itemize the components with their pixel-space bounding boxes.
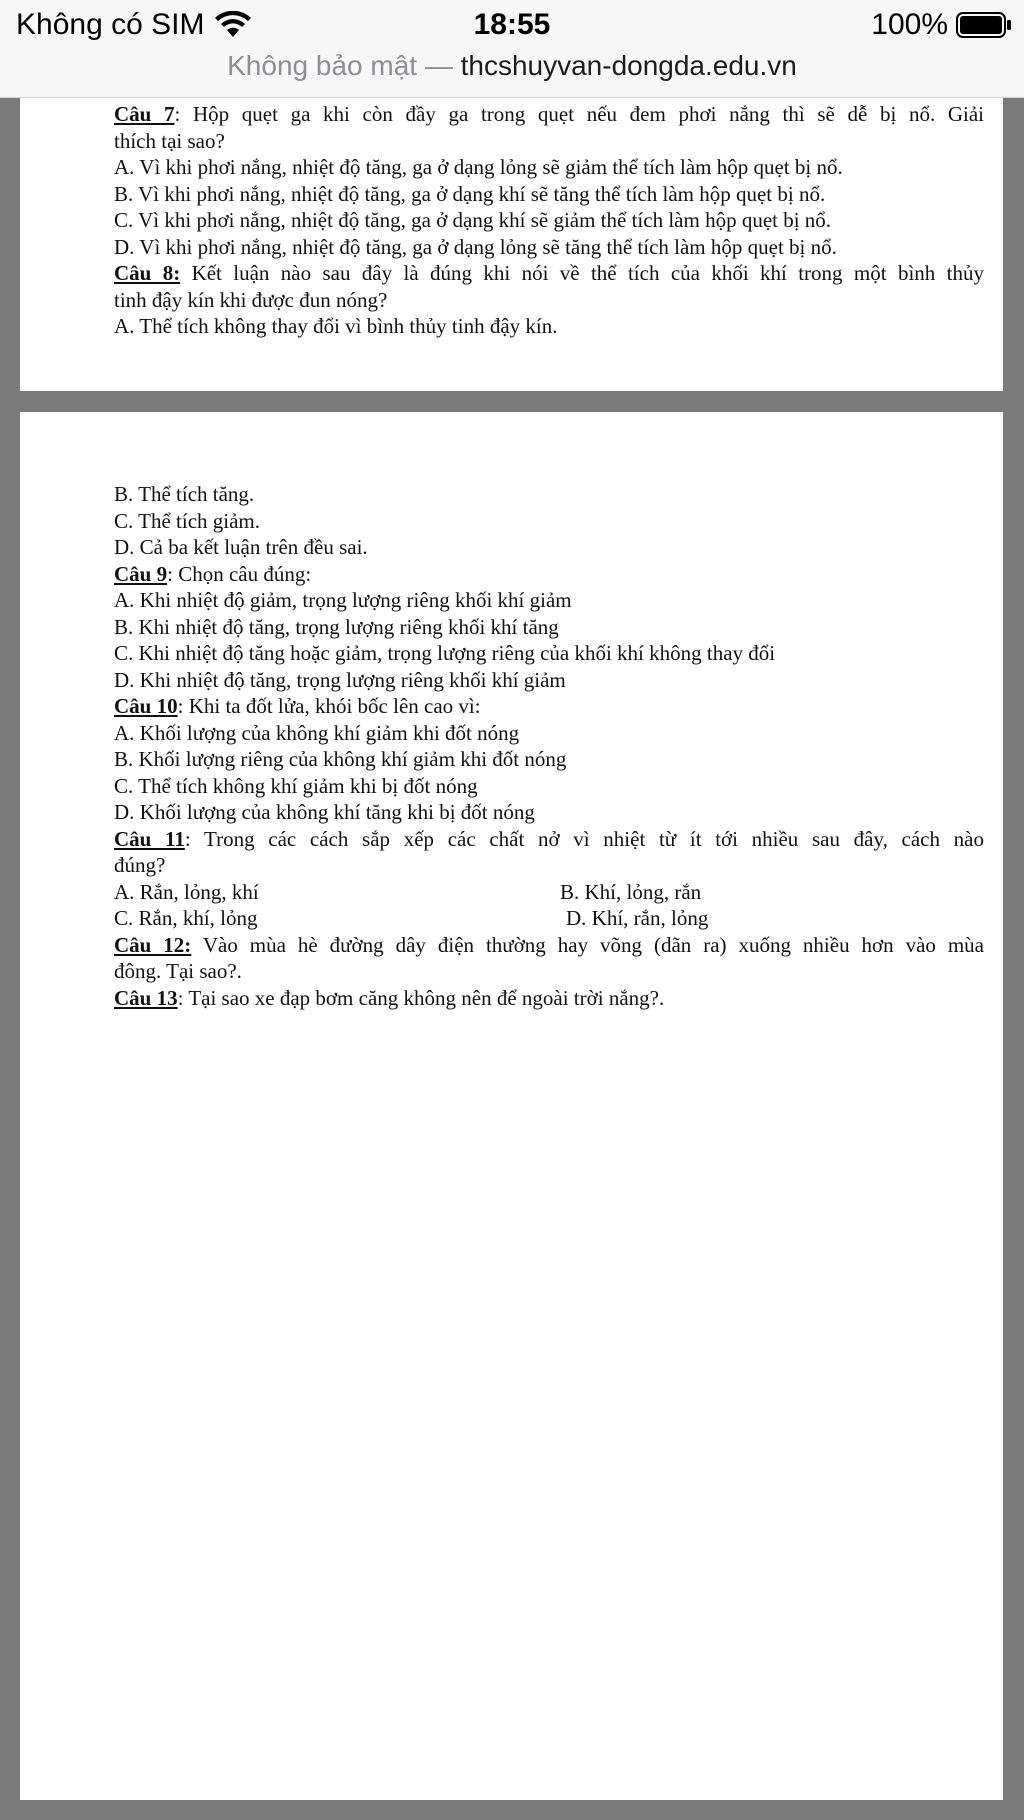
question-11 [114, 826, 984, 853]
insecure-label: Không bảo mật — [227, 50, 453, 81]
q10-option-c: C. Thể tích không khí giảm khi bị đốt nóng [114, 773, 478, 798]
q7-option-b: B. Vì khi phơi nắng, nhiệt độ tăng, ga ở dạng khí sẽ tăng thể tích làm hộp quẹt bị nổ. [114, 181, 826, 206]
q11-option-d: D. Khí, rắn, lỏng [566, 906, 709, 930]
q8-option-b: B. Thể tích tăng. [114, 482, 255, 506]
status-battery [871, 8, 1012, 42]
browser-chrome [0, 0, 1024, 98]
q10-label: Câu 10 [114, 694, 178, 718]
q10-option-d: D. Khối lượng của không khí tăng khi bị đốt nóng [114, 800, 535, 824]
q7-text: : Hộp quẹt ga khi còn đầy ga trong quẹt nếu đem phơi nắng thì sẽ dễ bị nổ. Giải [174, 102, 984, 126]
question-12 [114, 932, 984, 959]
q10-text: : Khi ta đốt lửa, khói bốc lên cao vì: [177, 694, 481, 718]
carrier-label: Không có SIM [16, 8, 205, 41]
q13-text: : Tại sao xe đạp bơm căng không nên để ngoài trời nắng?. [177, 985, 665, 1010]
battery-icon [956, 12, 1012, 38]
q9-text: : Chọn câu đúng: [167, 561, 312, 586]
q8-text-cont: tinh đậy kín khi được đun nóng? [114, 287, 388, 312]
question-13 [114, 985, 984, 1012]
question-10 [114, 693, 984, 720]
q7-label: Câu 7 [114, 102, 175, 126]
q8-option-d: D. Cả ba kết luận trên đều sai. [114, 535, 368, 559]
q12-text: Vào mùa hè đường dây điện thường hay võng (dãn ra) xuống nhiều hơn vào mùa [191, 932, 985, 957]
q11-option-b: B. Khí, lỏng, rắn [560, 879, 702, 904]
q11-text-cont: đúng? [114, 853, 166, 877]
battery-percent: 100% [871, 8, 948, 41]
q8-option-a: A. Thể tích không thay đổi vì bình thủy tinh đậy kín. [114, 314, 558, 338]
q9-option-b: B. Khi nhiệt độ tăng, trọng lượng riêng khối khí tăng [114, 614, 559, 639]
document-page-2 [20, 412, 1003, 1800]
q11-text: : Trong các cách sắp xếp các chất nở vì nhiệt từ ít tới nhiều sau đây, cách nào [184, 826, 984, 851]
q9-option-c: C. Khi nhiệt độ tăng hoặc giảm, trọng lượng riêng của khối khí không thay đổi [114, 641, 776, 665]
status-time: 18:55 [473, 8, 551, 41]
q8-text: Kết luận nào sau đây là đúng khi nói về thể tích của khối khí trong một bình thủy [180, 261, 984, 285]
q11-label: Câu 11 [114, 826, 185, 851]
q9-option-d: D. Khi nhiệt độ tăng, trọng lượng riêng khối khí giảm [114, 667, 566, 692]
q12-text-cont: đông. Tại sao?. [114, 959, 242, 983]
q11-options-row-2 [114, 905, 984, 932]
q7-option-d: D. Vì khi phơi nắng, nhiệt độ tăng, ga ở dạng lỏng sẽ tăng thể tích làm hộp quẹt bị nổ. [114, 234, 837, 259]
q7-option-c: C. Vì khi phơi nắng, nhiệt độ tăng, ga ở dạng khí sẽ giảm thể tích làm hộp quẹt bị nổ. [114, 208, 832, 232]
page-1-content [114, 101, 984, 340]
question-8 [114, 260, 984, 287]
question-9 [114, 561, 984, 588]
q13-label: Câu 13 [114, 985, 178, 1010]
q8-option-c: C. Thể tích giảm. [114, 508, 261, 533]
question-7 [114, 101, 984, 128]
q7-text-cont: thích tại sao? [114, 128, 225, 153]
q7-option-a: A. Vì khi phơi nắng, nhiệt độ tăng, ga ở dạng lỏng sẽ giảm thể tích làm hộp quẹt bị nổ. [114, 155, 843, 179]
q8-label: Câu 8: [114, 261, 181, 285]
q11-option-a: A. Rắn, lỏng, khí [114, 879, 259, 904]
q12-label: Câu 12: [114, 932, 192, 957]
address-bar[interactable] [0, 50, 1024, 82]
q9-label: Câu 9 [114, 561, 168, 586]
q10-option-a: A. Khối lượng của không khí giảm khi đốt nóng [114, 720, 520, 745]
q10-option-b: B. Khối lượng riêng của không khí giảm khi đốt nóng [114, 747, 567, 771]
document-page-1 [20, 98, 1003, 391]
q11-option-c: C. Rắn, khí, lỏng [114, 906, 258, 930]
page-2-content [114, 481, 984, 1011]
url-domain: thcshuyvan-dongda.edu.vn [460, 50, 797, 81]
q11-options-row-1 [114, 879, 984, 906]
q9-option-a: A. Khi nhiệt độ giảm, trọng lượng riêng khối khí giảm [114, 588, 572, 612]
